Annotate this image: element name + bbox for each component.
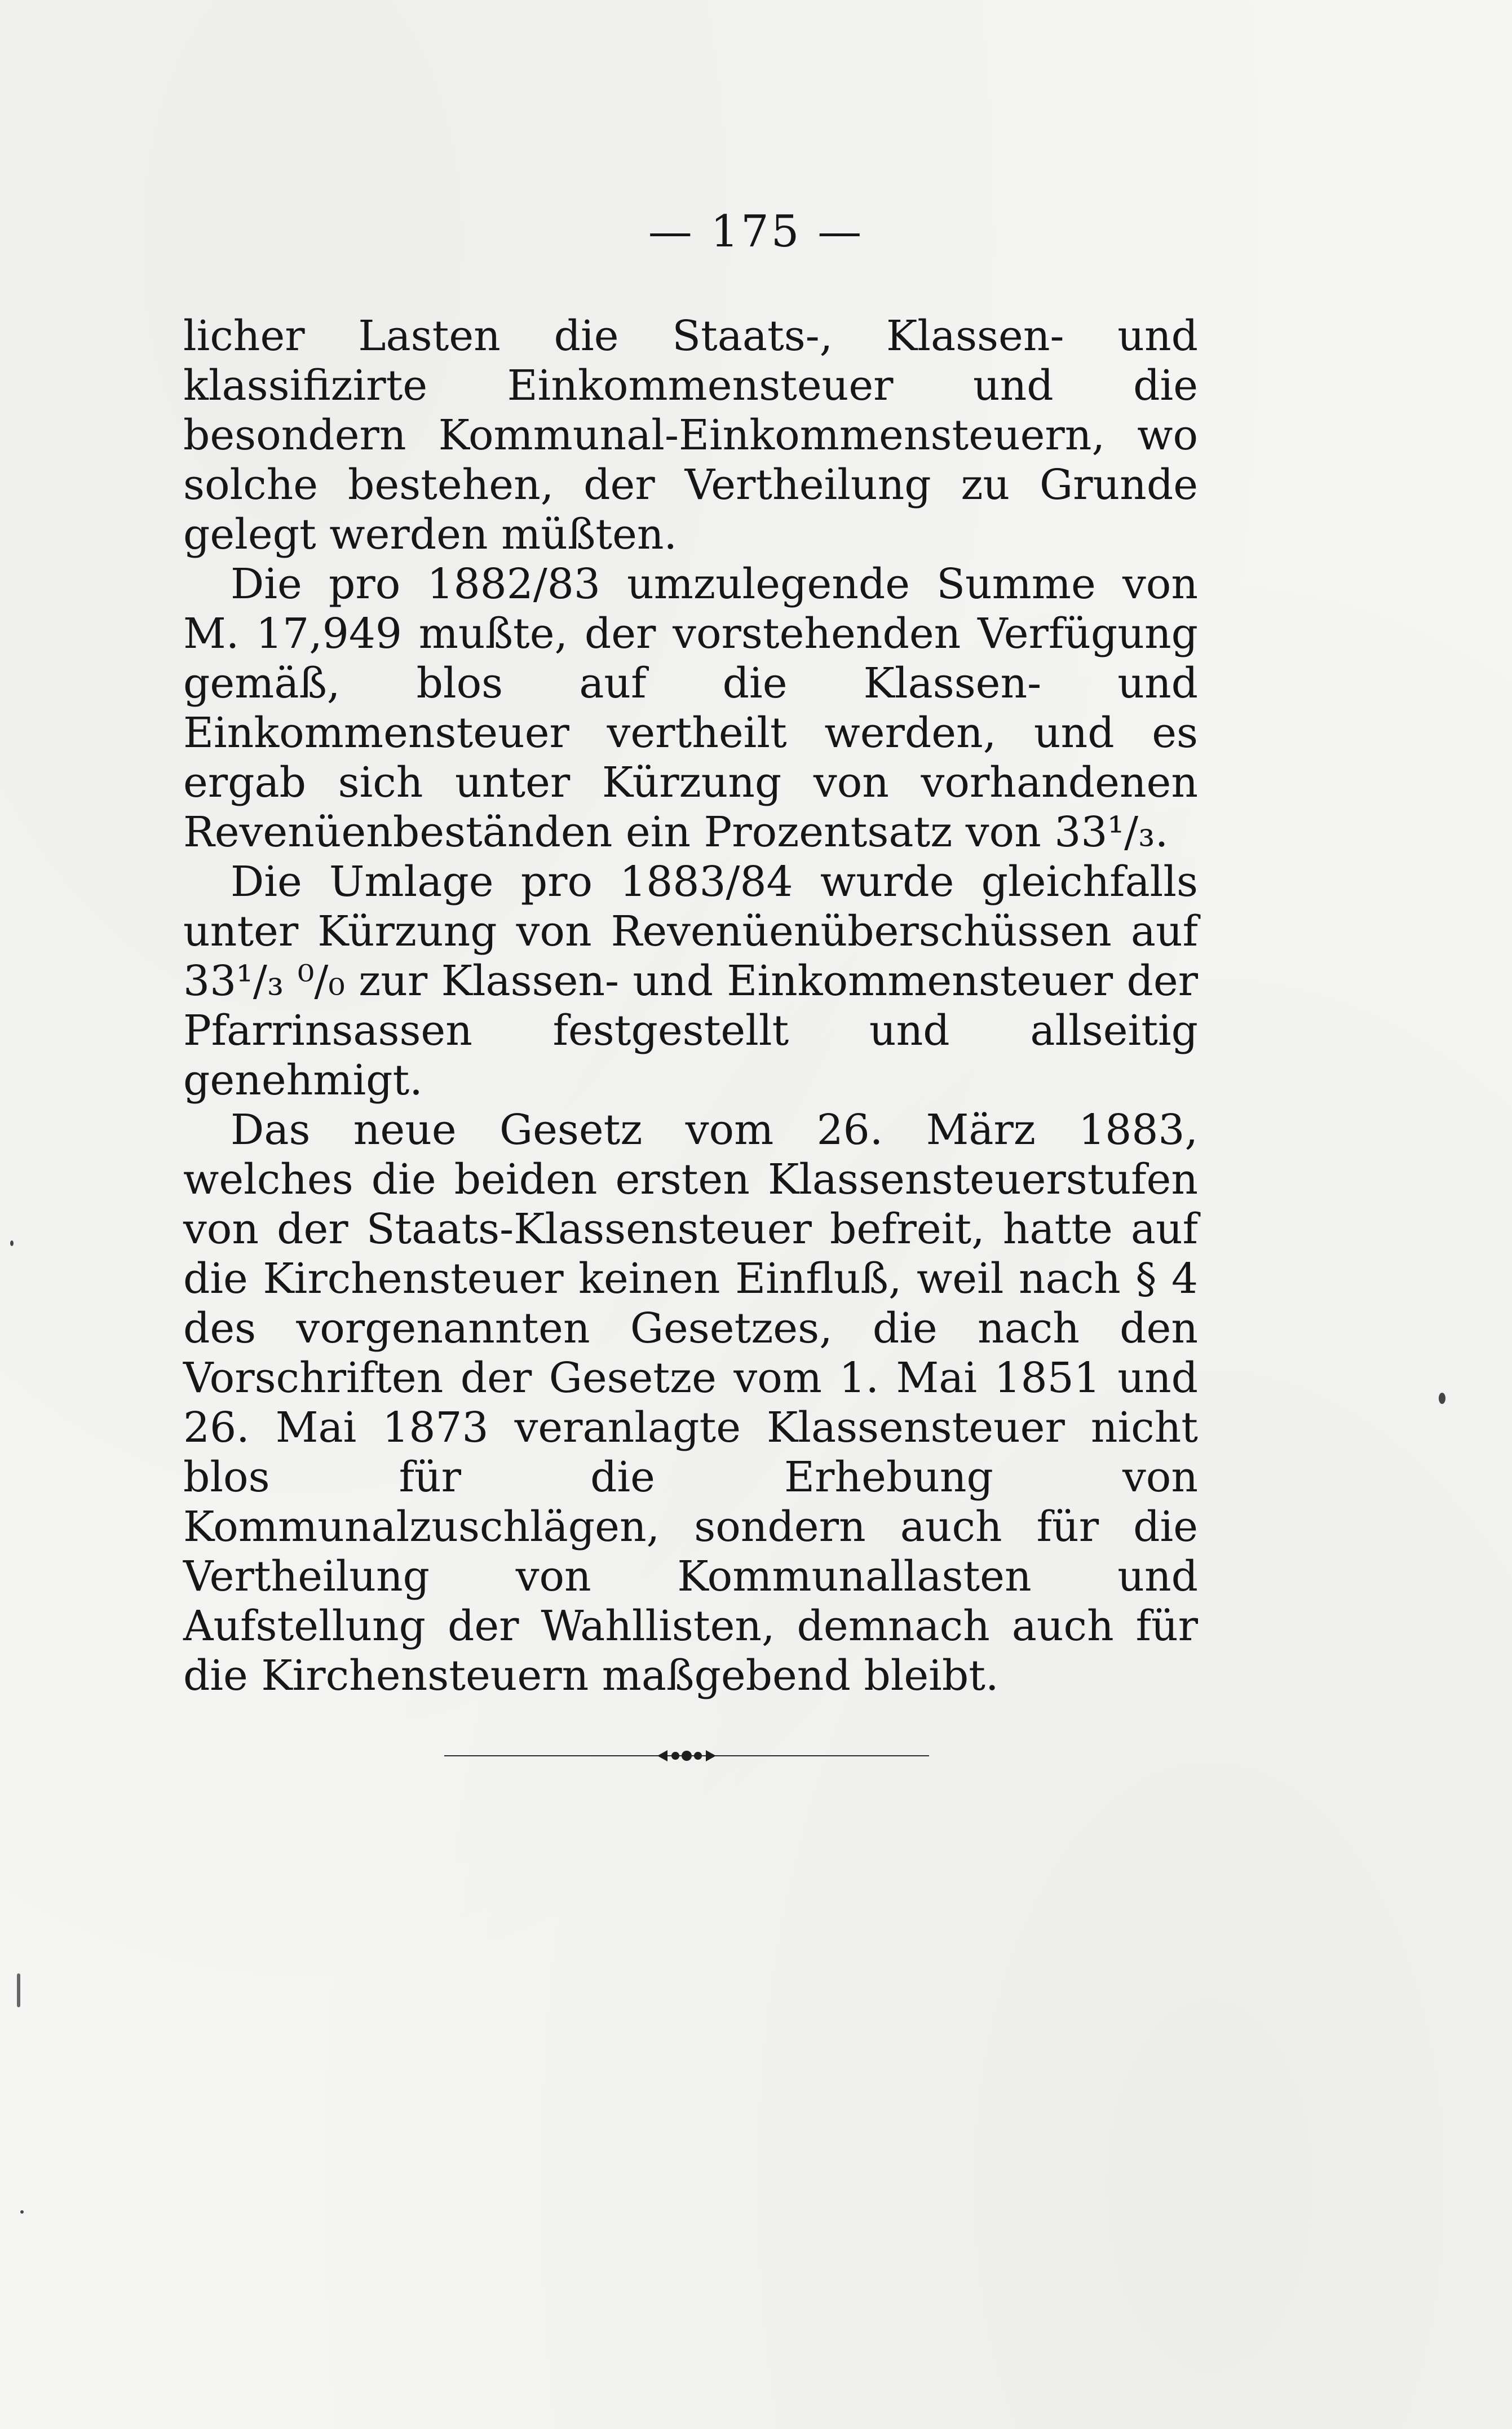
scan-speck [17, 1973, 20, 2007]
paragraph-continuation: licher Lasten die Staats-, Klassen- und klassifizirte Einkommensteuer und die besondern Kommunal-Einkommensteuern, wo solche bestehen, der Vertheilung zu Grunde gelegt werden müßten. [183, 312, 1198, 559]
paragraph-levy-1882: Die pro 1882/83 umzulegende Summe von M. 17,949 mußte, der vorstehenden Verfügung gemäß, blos auf die Klassen- und Einkommensteuer vertheilt werden, und es ergab sich unter Kürzung von vorhandenen Revenüenbeständen ein Prozentsatz von 33¹/₃. [183, 560, 1198, 856]
scan-speck [1439, 1393, 1445, 1404]
paragraph-new-law: Das neue Gesetz vom 26. März 1883, welches die beiden ersten Klassensteuerstufen von der Staats-Klassensteuer befreit, hatte auf die Kirchensteuer keinen Einfluß, weil nach § 4 des vorgenannten Gesetzes, die nach den Vorschriften der Gesetze vom 1. Mai 1851 und 26. Mai 1873 veranlagte Klassensteuer nicht blos für die Erhebung von Kommunalzuschlägen, sondern auch für die Vertheilung von Kommunallasten und Aufstellung der Wahllisten, demnach auch für die Kirchensteuern maßgebend bleibt. [183, 1106, 1198, 1700]
ornament-rule-right [726, 1755, 929, 1756]
paragraph-levy-1883: Die Umlage pro 1883/84 wurde gleichfalls unter Kürzung von Revenüenüberschüssen auf 33¹/₃ ⁰/₀ zur Klassen- und Einkommensteuer der Pfarrinsassen festgestellt und allseitig genehmigt. [183, 858, 1198, 1105]
scan-speck [10, 1240, 14, 1246]
ornament-flourish-icon [647, 1742, 726, 1769]
scan-speck [20, 2210, 24, 2214]
ornament-rule-left [444, 1755, 647, 1756]
body-text [183, 311, 1198, 1701]
end-ornament [444, 1742, 929, 1769]
page-number: — 175 — [648, 206, 864, 257]
